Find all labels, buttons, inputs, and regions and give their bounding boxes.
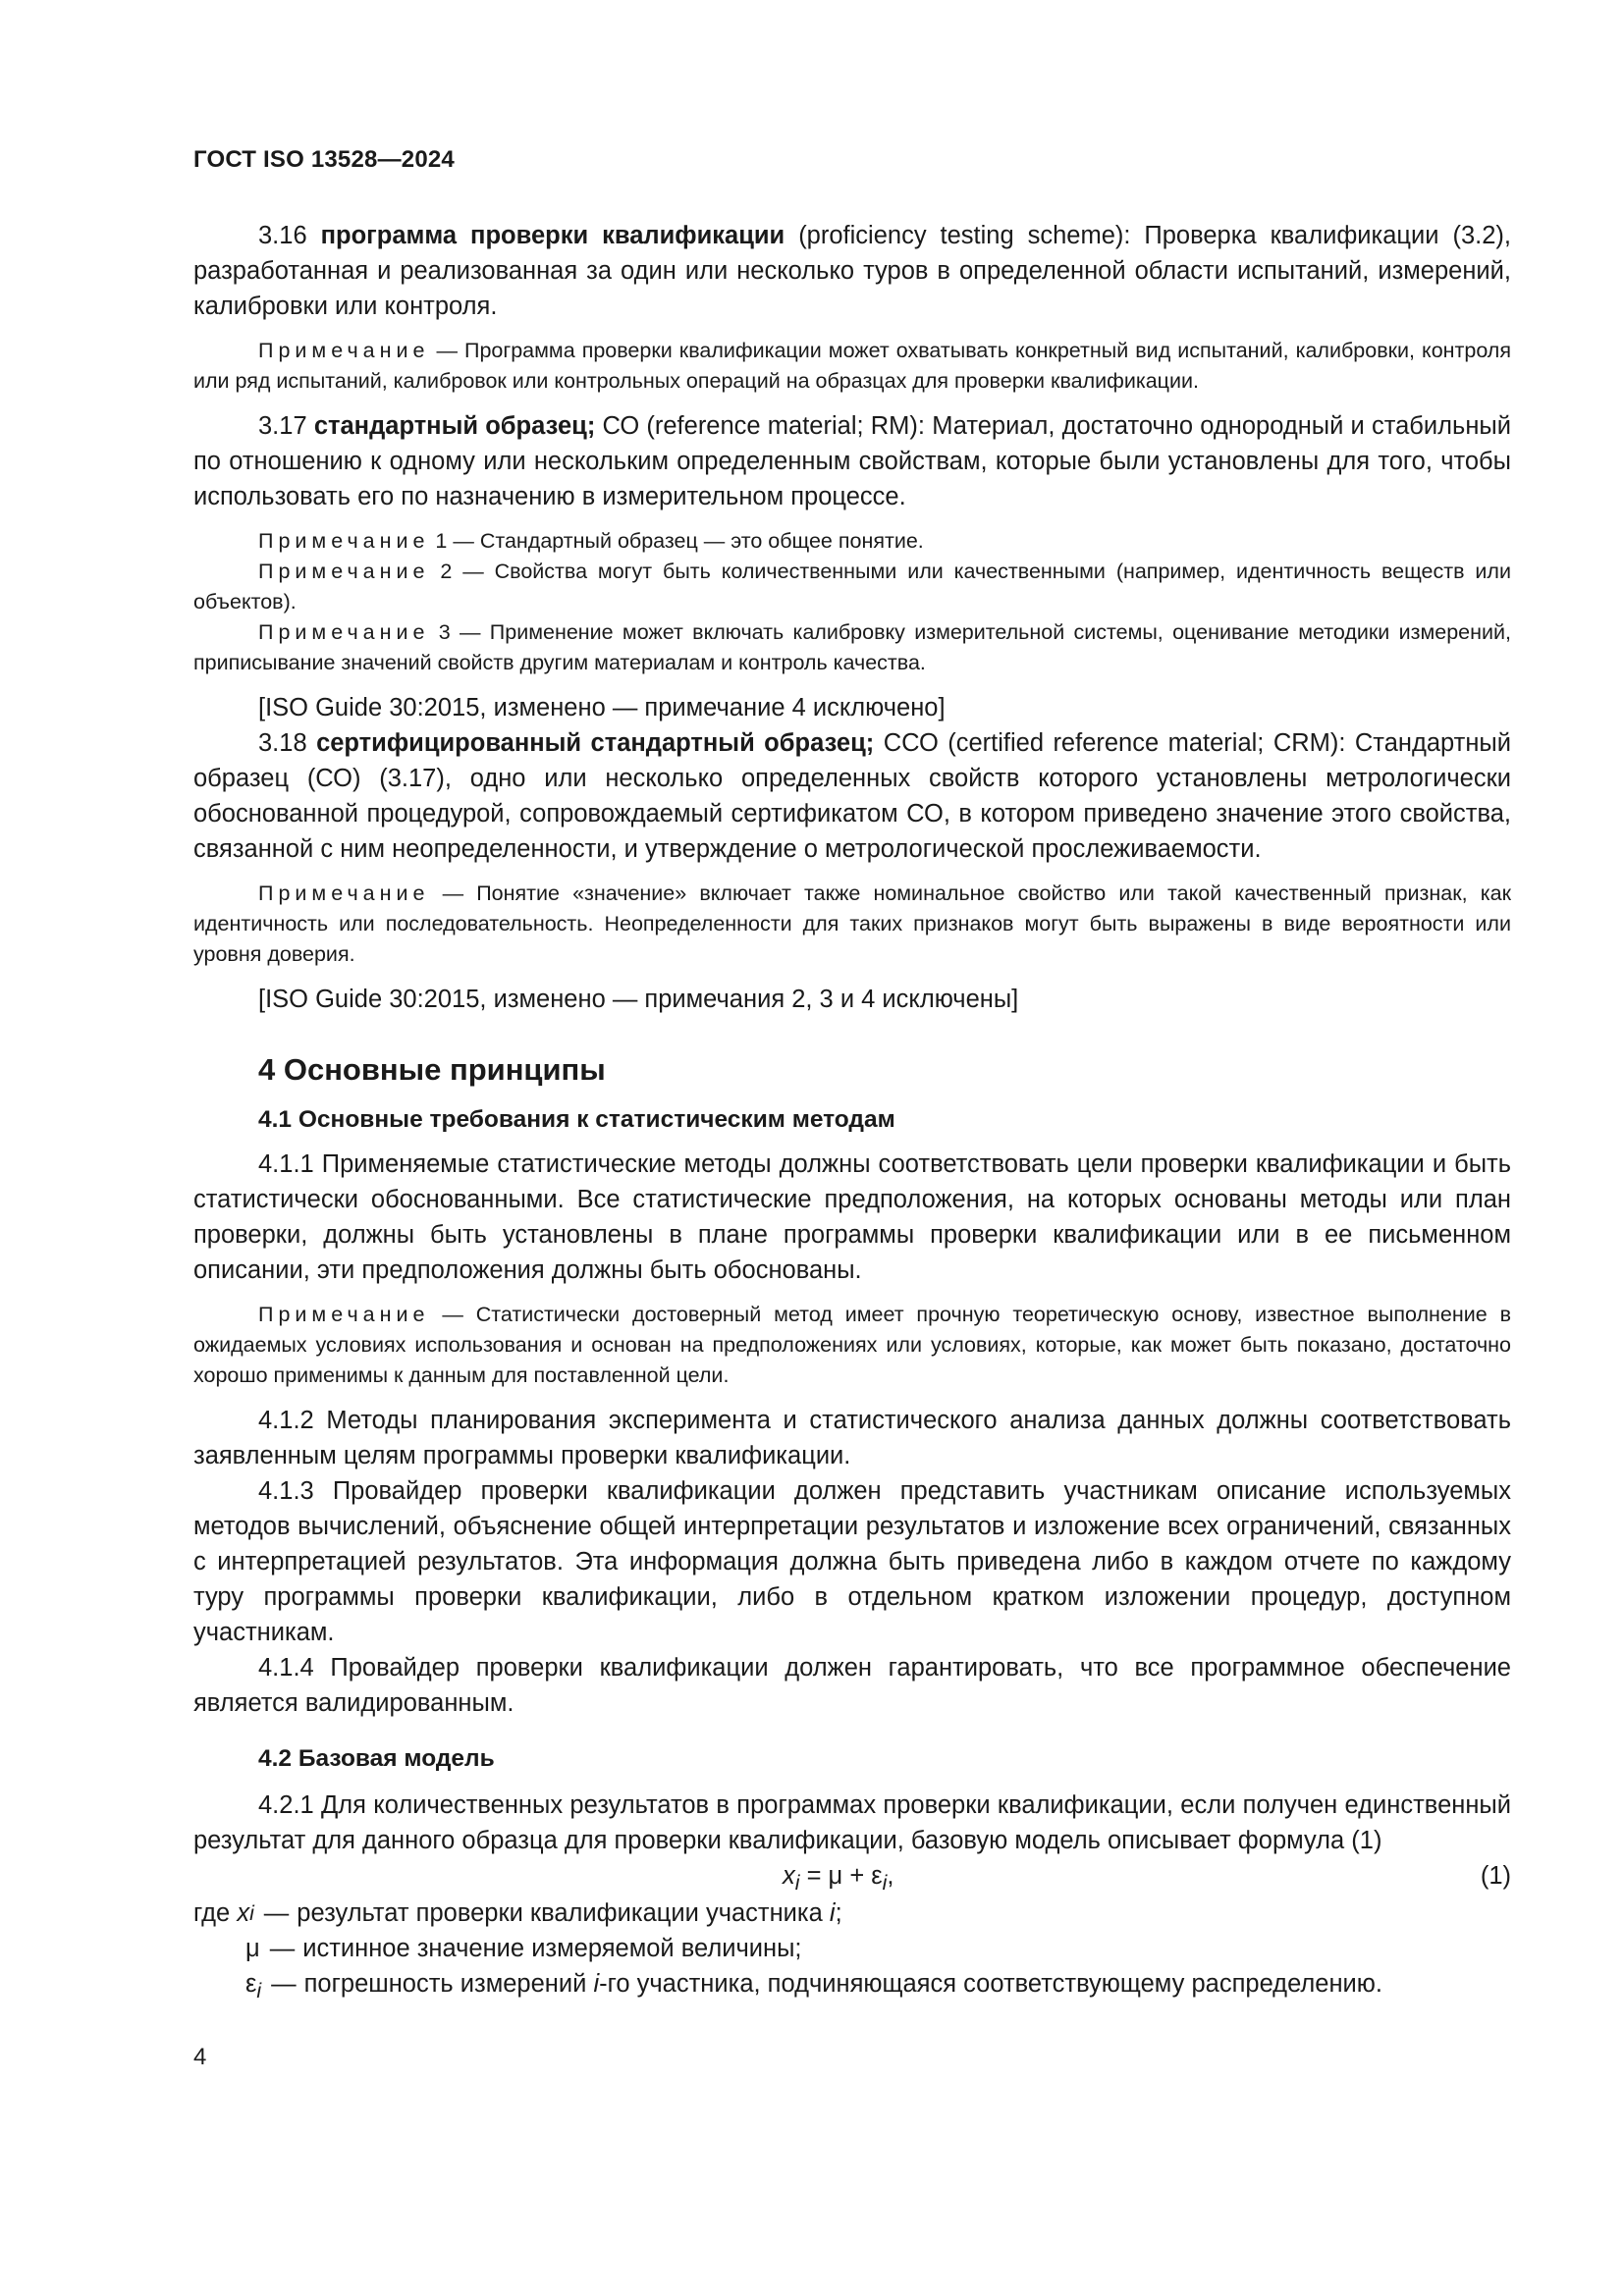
note-text: 1 — Стандартный образец — это общее понятие. bbox=[429, 529, 924, 553]
clause-4-2-1: 4.2.1 Для количественных результатов в программах проверки квалификации, если получен единственный результат для данного образца для проверки квалификации, базовую модель описывает формула (1) bbox=[193, 1791, 1511, 1854]
note-3-18 bbox=[193, 879, 1511, 970]
legend-text: истинное значение измеряемой величины; bbox=[302, 1935, 802, 1962]
note-3-17-3 bbox=[193, 617, 1511, 678]
page-number: 4 bbox=[193, 2044, 207, 2070]
legend-row-x: где x i — результат проверки квалификации участника i; bbox=[193, 1896, 1511, 1931]
clause-4-1-2: 4.1.2 Методы планирования эксперимента и статистического анализа данных должны соответствовать заявленным целям программы проверки квалификации. bbox=[193, 1407, 1511, 1469]
document-header: ГОСТ ISO 13528—2024 bbox=[193, 146, 455, 173]
clause-4-1-3: 4.1.3 Провайдер проверки квалификации должен представить участникам описание используемых методов вычислений, объяснение общей интерпретации результатов и изложение всех ограничений, связанных с интерпретацией результатов. Эта информация должна быть приведена либо в каждом отчете по каждому туру программы проверки квалификации, либо в отдельном кратком изложении процедур, доступном участникам. bbox=[193, 1477, 1511, 1646]
note-label: Примечание bbox=[258, 1303, 430, 1326]
term-definition: ССО (certified reference material; CRM): Стандартный образец (СО) (3.17), одно или несколько определенных свойств которого установлены метрологически обоснованной процедурой, сопровождаемый сертификатом СО, в котором приведено значение этого свойства, связанной с ним неопределенности, и утверждение о метрологической прослеживаемости. bbox=[193, 729, 1511, 863]
clause-number: 3.18 bbox=[258, 729, 317, 757]
legend-row-mu: μ — истинное значение измеряемой величины; bbox=[193, 1931, 1511, 1966]
subsection-heading-4-1: 4.1 Основные требования к статистическим методам bbox=[258, 1106, 895, 1133]
note-text: 2 — Свойства могут быть количественными или качественными (например, идентичность веществ или объектов). bbox=[193, 560, 1511, 614]
note-label: Примечание bbox=[258, 560, 430, 583]
term-definition: СО (reference material; RM): Материал, достаточно однородный и стабильный по отношению к одному или нескольким определенным свойствам, которые были установлены для того, чтобы использовать его по назначению в измерительном процессе. bbox=[193, 412, 1511, 510]
source-reference-3-18: [ISO Guide 30:2015, изменено — примечания 2, 3 и 4 исключены] bbox=[258, 986, 1019, 1013]
section-heading: 4 Основные принципы bbox=[258, 1052, 606, 1087]
clause-number: 3.16 bbox=[258, 222, 321, 249]
clause-4-1-1: 4.1.1 Применяемые статистические методы должны соответствовать цели проверки квалификации и быть статистически обоснованными. Все статистические предположения, на которых основаны методы или план проверки, должны быть установлены в плане программы проверки квалификации или в ее письменном описании, эти предположения должны быть обоснованы. bbox=[193, 1150, 1511, 1284]
note-label: Примечание bbox=[258, 881, 430, 905]
note-4-1-1 bbox=[193, 1300, 1511, 1391]
term-title: стандартный образец; bbox=[313, 412, 596, 440]
note-3-17-2 bbox=[193, 557, 1511, 617]
note-3-16 bbox=[193, 336, 1511, 397]
legend-text: погрешность измерений i-го участника, подчиняющаяся соответствующему распределению. bbox=[303, 1970, 1382, 1998]
note-text: 3 — Применение может включать калибровку измерительной системы, оценивание методики измерений, приписывание значений свойств другим материалам и контроль качества. bbox=[193, 620, 1511, 674]
clause-number: 3.17 bbox=[258, 412, 314, 440]
legend-row-epsilon: $\varepsilon_i$ — погрешность измерений i-го участника, подчиняющаяся соответствующему распределению. bbox=[193, 1966, 1511, 2008]
term-definition: (proficiency testing scheme): Проверка квалификации (3.2), разработанная и реализованная за один или несколько туров в определенной области испытаний, измерений, калибровки или контроля. bbox=[193, 222, 1512, 320]
note-label: Примечание bbox=[258, 529, 430, 553]
formula-legend bbox=[193, 1896, 1511, 2008]
clause-4-1-4: 4.1.4 Провайдер проверки квалификации должен гарантировать, что все программное обеспечение является валидированным. bbox=[193, 1654, 1511, 1717]
page-content bbox=[193, 218, 1511, 2008]
clause-3-16 bbox=[193, 218, 1511, 324]
subsection-heading-4-2: 4.2 Базовая модель bbox=[258, 1745, 495, 1772]
note-3-17-1 bbox=[193, 526, 1511, 557]
legend-intro: где bbox=[193, 1899, 231, 1927]
note-label: Примечание bbox=[258, 339, 430, 362]
term-title: сертифицированный стандартный образец; bbox=[316, 729, 875, 757]
clause-3-18 bbox=[193, 725, 1511, 867]
formula-expression: $x_i = \mu + \varepsilon_i$, bbox=[783, 1862, 894, 1896]
source-reference-3-17: [ISO Guide 30:2015, изменено — примечание 4 исключено] bbox=[258, 694, 946, 721]
note-text: — Понятие «значение» включает также номинальное свойство или такой качественный признак, как идентичность или последовательность. Неопределенности для таких признаков могут быть выражены в виде вероятности или уровня доверия. bbox=[193, 881, 1511, 966]
term-title: программа проверки квалификации bbox=[320, 222, 785, 249]
legend-text: результат проверки квалификации участника i; bbox=[297, 1899, 842, 1927]
note-text: — Статистически достоверный метод имеет прочную теоретическую основу, известное выполнение в ожидаемых условиях использования и основан на предположениях или условиях, которые, как может быть показано, достаточно хорошо применимы к данным для поставленной цели. bbox=[193, 1303, 1511, 1387]
clause-3-17 bbox=[193, 408, 1511, 514]
note-text: — Программа проверки квалификации может охватывать конкретный вид испытаний, калибровки, контроля или ряд испытаний, калибровок или контрольных операций на образцах для проверки квалификации. bbox=[193, 339, 1511, 393]
note-label: Примечание bbox=[258, 620, 430, 644]
formula-number: (1) bbox=[1480, 1862, 1511, 1890]
formula-1 bbox=[193, 1858, 1511, 1896]
